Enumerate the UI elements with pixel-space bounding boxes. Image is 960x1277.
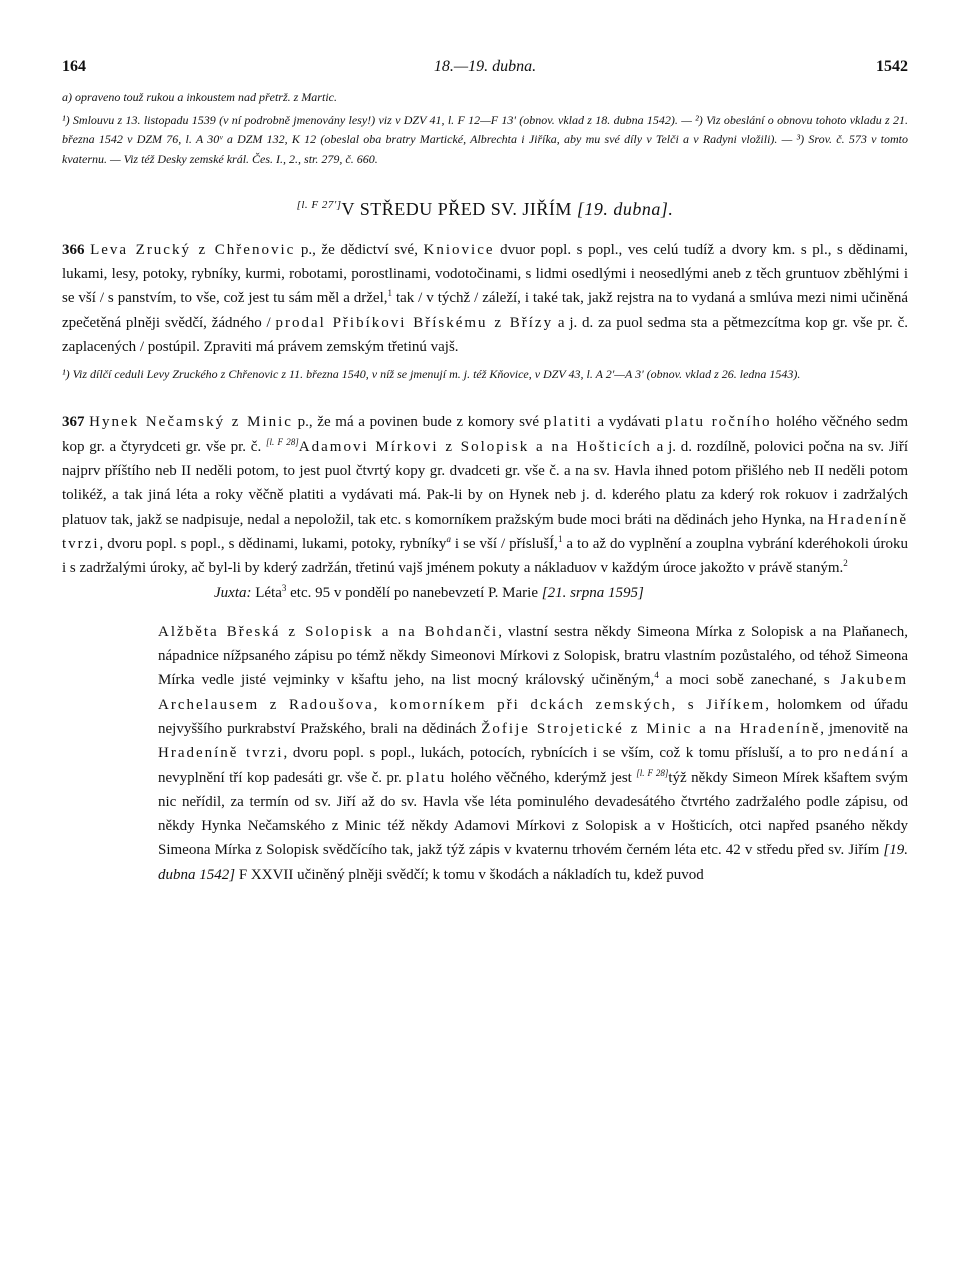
spaced-phrase: Hradeníně tvrzi [158,745,284,762]
footnote-entry-366: ¹) Viz dílčí ceduli Levy Zruckého z Chřenovic z 11. března 1540, v níž se jmenují m. j. též Kňovice, v DZV 43, l. A 2'—A 3' (obnov. vklad z 26. ledna 1543). [62,367,801,382]
person-name: Hynek Nečamský z Minic [89,414,293,431]
entry-text: holého věčného sedm kop gr. a čtyrydceti gr. vše pr. č. [62,414,908,455]
spaced-phrase: Alžběta Břeská z Solopisk a na Bohdanči [158,623,499,640]
entry-text: a j. d. rozdílně, polovici počna na sv. Jiří najprv příštího neb II neděli potom, to jest puol čtvrtý kopy gr. dvadceti gr. vše č. a na sv. Havla ihned potom přišlého neb II neděli potom tolikéž, a tak jiná léta a roky věčně platiti a vydávati má. Pak-li by on Hynek neb j. d. kderého platu za kderý rok rokuov i zadržalých platuov tak, jakž se nadpisuje, nedal a nepoložil, tak etc. s komorníkem pražským bude moci bráti na dědinách jeho Hynka, na [62,438,908,528]
folio-reference: [l. F 28] [636,767,669,778]
running-title: 18.—19. dubna. [433,58,537,75]
spaced-phrase: prodal Přibíkovi Břískému z Břízy [275,314,554,331]
entry-text: , dvoru popl. s popl., lukách, potocích, rybnících i se vším, což k tomu přísluší, a to pro [283,745,844,762]
entry-text: tak / v týchž / záleží, i také tak, jakž rejstra na to vydaná a smlúva mezi nimi učiněná zpečetěná plněji svědčí, žádného / [62,290,908,331]
spaced-phrase: s Jakubem Archelausem z Radoušova, komorníkem při dckách zemských, s Jiříkem [158,672,908,713]
entry-text: dvuor popl. s popl., ves celú tudíž a dvory km. s pl., s dědinami, lukami, lesy, potoky, rybníky, kurmi, robotami, porostlinami, vodotočinami, s lidmi osedlými i neosedlými aneb z těch gruntuov zběhlými i se vší / s panstvím, to vše, což jest tu sám měl a držel, [62,241,909,307]
date-bracket: [21. srpna 1595] [541,584,644,601]
spaced-phrase: Hradeníně tvrzi [62,511,908,552]
entry-367: 367 Hynek Nečamský z Minic p., že má a povinen bude z komory své platiti a vydávati platu ročního holého věčného sedm kop gr. a čtyrydceti gr. vše pr. č. [l. F 28]Adamovi Mírkovi z Solopisk a na Hošticích a j. d. rozdílně, polovici počna na sv. Jiří najprv příštího neb II neděli potom, to jest puol čtvrtý kopy gr. dvadceti gr. vše č. a na sv. Havla ihned potom přišlého neb II neděli potom tolikéž, a tak jiná léta a roky věčně platiti a vydávati má. Pak-li by on Hynek neb j. d. kderého platu za kderý rok rokuov i zadržalých platuov tak, jakž se nadpisuje, nedal a nepoložil, tak etc. s komorníkem pražským bude moci bráti na dědinách jeho Hynka, na Hradeníně tvrzi, dvoru popl. s popl., s dědinami, lukami, potoky, rybníky$^a$ i se vší / příslušÍ,$^1$ a to až do vyplnění a zouplna vybrání kderéhokoli úroku i s zadržalými úroky, ač byl-li by kderý zadržán, třetinú vajš jménem pokuty a nákladuov v každým úroce jakožto v právě staným.$^2$ [62,414,908,577]
entry-text: , vlastní sestra někdy Simeona Mírka z Solopisk a na Plaňanech, nápadnice nížpsaného zápisu po témž někdy Simeonovi Mírkovi z Solopisk, bratru vlastním pozůstalého, od téhož Simeona Mírka vedle jisté vejminky v kšaftu jeho, na list mocný královský učiněným, [158,623,908,689]
footnote-a: a) opraveno touž rukou a inkoustem nad přetrž. z Martic. [62,90,337,104]
section-title: V STŘEDU PŘED SV. JIŘÍM [341,198,572,219]
header-year: 1542 [876,58,908,75]
running-header [62,58,908,88]
spaced-phrase: platu ročního [665,414,772,431]
entry-text: týž někdy Simeon Mírek kšaftem svým nic neřídil, za termín od sv. Jiří až do sv. Havla vše léta pominulého devadesátého čtvrtého zadržalého podle zápisu, od někdy Hynka Nečamského z Minic též někdy Adamovi Mírkovi z Solopisk a v Hošticích, otci napřed psaného někdy Simeona Mírka z Solopisk svědčícího tak, jakž týž zápis v kvaternu trhovém černém léta etc. 42 v středu před sv. Jiřím [158,769,908,859]
spaced-phrase: nedání [843,745,896,762]
footnotes-previous-entry: ¹) Smlouvu z 13. listopadu 1539 (v ní podrobně jmenovány lesy!) viz v DZV 41, l. F 12—F 13' (obnov. vklad z 18. dubna 1542). — ²) Viz obeslání o obnovu tohoto vkladu z 21. března 1542 v DZM 76, l. A 30ᵛ a DZM 132, K 12 (obeslal oba bratry Martické, Albrechta i Jiříka, aby mu své díly v Telči a v Radyni vložili). — ³) Srov. č. 573 v tomto kvaternu. — Viz též Desky zemské král. Čes. I., 2., str. 279, č. 660. [62,113,908,166]
juxta-label: Juxta: [214,584,252,601]
entry-text: Léta [251,584,282,601]
spaced-phrase: Adamovi Mírkovi z Solopisk a na Hošticích [298,438,652,455]
entry-text: a j. d. za puol sedma sta a pětmezcítma kop gr. vše pr. č. zaplacených / postúpil. Zpraviti má právem zemským třetinú vajš. [62,314,908,355]
date-bracket: [19. dubna 1542] [158,842,908,883]
folio-reference: [l. F 28] [265,436,299,447]
section-heading [62,199,908,220]
page-number: 164 [62,58,86,75]
place-name: Kniovice [423,241,495,258]
spaced-phrase: Žofije Strojetické z Minic a na Hradeníně [481,720,821,737]
spaced-phrase: platiti [543,414,593,431]
entry-text: a vydávati [592,414,666,431]
folio-reference: [l. F 27'] [296,198,342,211]
person-name: Leva Zrucký z Chřenovic [90,241,296,258]
entry-text: i se vší / příslušÍ, [450,535,558,552]
juxta-note: Juxta: Léta$^3$ etc. 95 v pondělí po nanebevzetí P. Marie [21. srpna 1595] [214,582,644,601]
entry-number: 367 [62,414,85,431]
document-page [62,58,908,887]
section-date: [19. dubna]. [576,198,674,219]
entry-text: a to až do vyplnění a zouplna vybrání kderéhokoli úroku i s zadržalými úroky, ač byl-li by kderý zadržán, třetinú vajš jménem pokuty a nákladuov v každým úroce jakožto v právě staným. [62,535,908,577]
entry-text: a moci sobě zanechané, [658,672,824,689]
entry-text: F XXVII učiněný plněji svědčí; k tomu v škodách a nákladích tu, kdež puvod [235,866,704,883]
entry-text: , dvoru popl. s popl., s dědinami, lukami, potoky, rybníky [99,535,447,552]
juxta-body: Alžběta Břeská z Solopisk a na Bohdanči, vlastní sestra někdy Simeona Mírka z Solopisk a na Plaňanech, nápadnice nížpsaného zápisu po témž někdy Simeonovi Mírkovi z Solopisk, bratru vlastním pozůstalého, od téhož Simeona Mírka vedle jisté vejminky v kšaftu jeho, na list mocný královský učiněným,$^4$ a moci sobě zanechané, s Jakubem Archelausem z Radoušova, komorníkem při dckách zemských, s Jiříkem, holomkem od úřadu nejvyššího purkrabství Pražského, brali na dědinách Žofije Strojetické z Minic a na Hradeníně, jmenovitě na Hradeníně tvrzi, dvoru popl. s popl., lukách, potocích, rybnících i se vším, což k tomu přísluší, a to pro nedání a nevyplnění tří kop padesáti gr. vše č. pr. platu holého věčného, kderýmž jest [l. F 28]týž někdy Simeon Mírek kšaftem svým nic neřídil, za termín od sv. Jiří až do sv. Havla vše léta pominulého devadesátého čtvrtého zadržalého podle zápisu, od někdy Hynka Nečamského z Minic též někdy Adamovi Mírkovi z Solopisk a v Hošticích, otci napřed psaného někdy Simeona Mírka z Solopisk svědčícího tak, jakž týž zápis v kvaternu trhovém černém léta etc. 42 v středu před sv. Jiřím [19. dubna 1542] F XXVII učiněný plněji svědčí; k tomu v škodách a nákladích tu, kdež puvod [158,623,908,883]
spaced-phrase: platu [406,769,447,786]
entry-text: , jmenovitě na [820,720,908,737]
entry-text: holého věčného, kderýmž jest [446,769,637,786]
entry-text: , holomkem od úřadu nejvyššího purkrabství Pražského, brali na dědinách [158,696,908,737]
entry-text: etc. 95 v pondělí po nanebevzetí P. Marie [286,584,542,601]
entry-text: p., že dědictví své, [295,241,424,258]
entry-number: 366 [62,241,85,258]
entry-text: a nevyplnění tří kop padesáti gr. vše č. pr. [158,745,908,786]
entry-366: 366 Leva Zrucký z Chřenovic p., že dědictví své, Kniovice dvuor popl. s popl., ves celú tudíž a dvory km. s pl., s dědinami, lukami, lesy, potoky, rybníky, kurmi, robotami, porostlinami, vodotočinami, s lidmi osedlými i neosedlými aneb z těch gruntuov zběhlými i se vší / s panstvím, to vše, což jest tu sám měl a držel,$^1$ tak / v týchž / záleží, i také tak, jakž rejstra na to vydaná a smlúva mezi nimi učiněná zpečetěná plněji svědčí, žádného / prodal Přibíkovi Břískému z Břízy a j. d. za puol sedma sta a pětmezcítma kop gr. vše pr. č. zaplacených / postúpil. Zpraviti má právem zemským třetinú vajš. [62,241,909,355]
entry-text: p., že má a povinen bude z komory své [292,414,544,431]
